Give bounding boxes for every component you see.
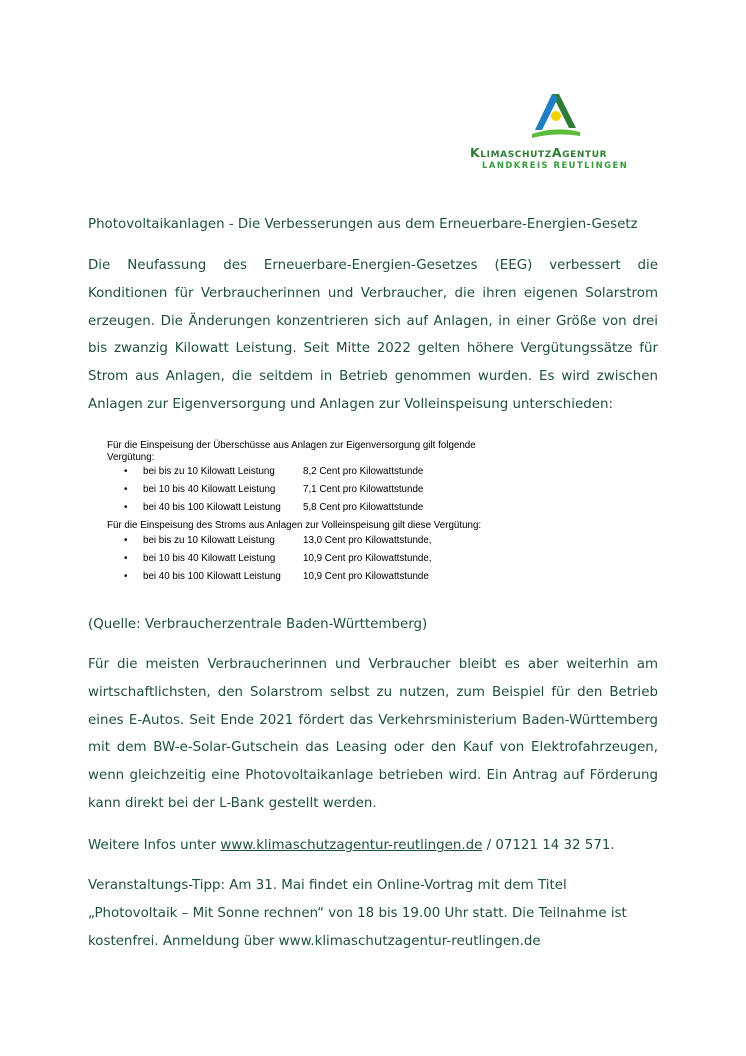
- bullet: •: [124, 535, 128, 546]
- logo: [466, 92, 646, 176]
- tariff-row: [107, 568, 527, 586]
- event-tip: Veranstaltungs-Tipp: Am 31. Mai findet ein Online-Vortrag mit dem Titel „Photovoltaik – Mit Sonne rechnen“ von 18 bis 19.00 Uhr statt. Die Teilnahme ist kostenfrei. Anmeldung über www.klimaschutzagentur-reutlingen.de: [88, 878, 627, 949]
- website-link[interactable]: www.klimaschutzagentur-reutlingen.de: [220, 838, 483, 853]
- tariff-row: [107, 532, 527, 550]
- intro-paragraph: Die Neufassung des Erneuerbare-Energien-Gesetzes (EEG) verbessert die Konditionen für Verbraucherinnen und Verbraucher, die ihren eigenen Solarstrom erzeugen. Die Änderungen konzentrieren sich auf Anlagen, in einer Größe von drei bis zwanzig Kilowatt Leistung. Seit Mitte 2022 gelten höhere Vergütungssätze für Strom aus Anlagen, die seitdem in Betrieb genommen wurden. Es wird zwischen Anlagen zur Eigenversorgung und Anlagen zur Volleinspeisung unterschieden:: [88, 258, 658, 412]
- logo-title: KlimaschutzAgentur: [470, 145, 608, 160]
- paragraph-2: Für die meisten Verbraucherinnen und Verbraucher bleibt es aber weiterhin am wirtschaftlichsten, den Solarstrom selbst zu nutzen, zum Beispiel für den Betrieb eines E-Autos. Seit Ende 2021 fördert das Verkehrsministerium Baden-Württemberg mit dem BW-e-Solar-Gutschein das Leasing oder den Kauf von Elektrofahrzeugen, wenn gleichzeitig eine Photovoltaikanlage betrieben wird. Ein Antrag auf Förderung kann direkt bei der L-Bank gestellt werden.: [88, 657, 658, 811]
- bullet: •: [124, 502, 128, 513]
- tariff-range: bei 10 bis 40 Kilowatt Leistung: [143, 553, 276, 564]
- source-note: (Quelle: Verbraucherzentrale Baden-Württemberg): [88, 617, 428, 632]
- tariff-range: bei 10 bis 40 Kilowatt Leistung: [143, 484, 276, 495]
- tariff-rate: 5,8 Cent pro Kilowattstunde: [303, 502, 424, 513]
- tariff-range: bei bis zu 10 Kilowatt Leistung: [143, 466, 275, 477]
- tariff-rate: 13,0 Cent pro Kilowattstunde,: [303, 535, 432, 546]
- bullet: •: [124, 484, 128, 495]
- tariff-row: [107, 463, 527, 481]
- tariff-rate: 10,9 Cent pro Kilowattstunde: [303, 571, 429, 582]
- info-prefix: Weitere Infos unter: [88, 838, 221, 853]
- tariff-range: bei bis zu 10 Kilowatt Leistung: [143, 535, 275, 546]
- logo-mark-icon: [526, 92, 586, 142]
- tariff-block: [107, 440, 527, 586]
- bullet: •: [124, 553, 128, 564]
- bullet: •: [124, 466, 128, 477]
- tariff-row: [107, 481, 527, 499]
- info-line: [88, 832, 658, 860]
- tariff-row: [107, 499, 527, 517]
- tariff-rate: 8,2 Cent pro Kilowattstunde: [303, 466, 424, 477]
- tariff-row: [107, 550, 527, 568]
- bullet: •: [124, 571, 128, 582]
- logo-subtitle: LANDKREIS REUTLINGEN: [482, 160, 629, 170]
- tariff-rate: 7,1 Cent pro Kilowattstunde: [303, 484, 424, 495]
- tariff-rate: 10,9 Cent pro Kilowattstunde,: [303, 553, 432, 564]
- info-suffix: / 07121 14 32 571.: [482, 838, 615, 853]
- voll-intro: Für die Einspeisung des Stroms aus Anlagen zur Volleinspeisung gilt diese Vergütung:: [107, 520, 482, 531]
- tariff-range: bei 40 bis 100 Kilowatt Leistung: [143, 571, 281, 582]
- page-title: Photovoltaikanlagen - Die Verbesserungen aus dem Erneuerbare-Energien-Gesetz: [88, 217, 638, 232]
- eigen-intro: Für die Einspeisung der Überschüsse aus Anlagen zur Eigenversorgung gilt folgende Vergütung:: [107, 440, 476, 463]
- tariff-range: bei 40 bis 100 Kilowatt Leistung: [143, 502, 281, 513]
